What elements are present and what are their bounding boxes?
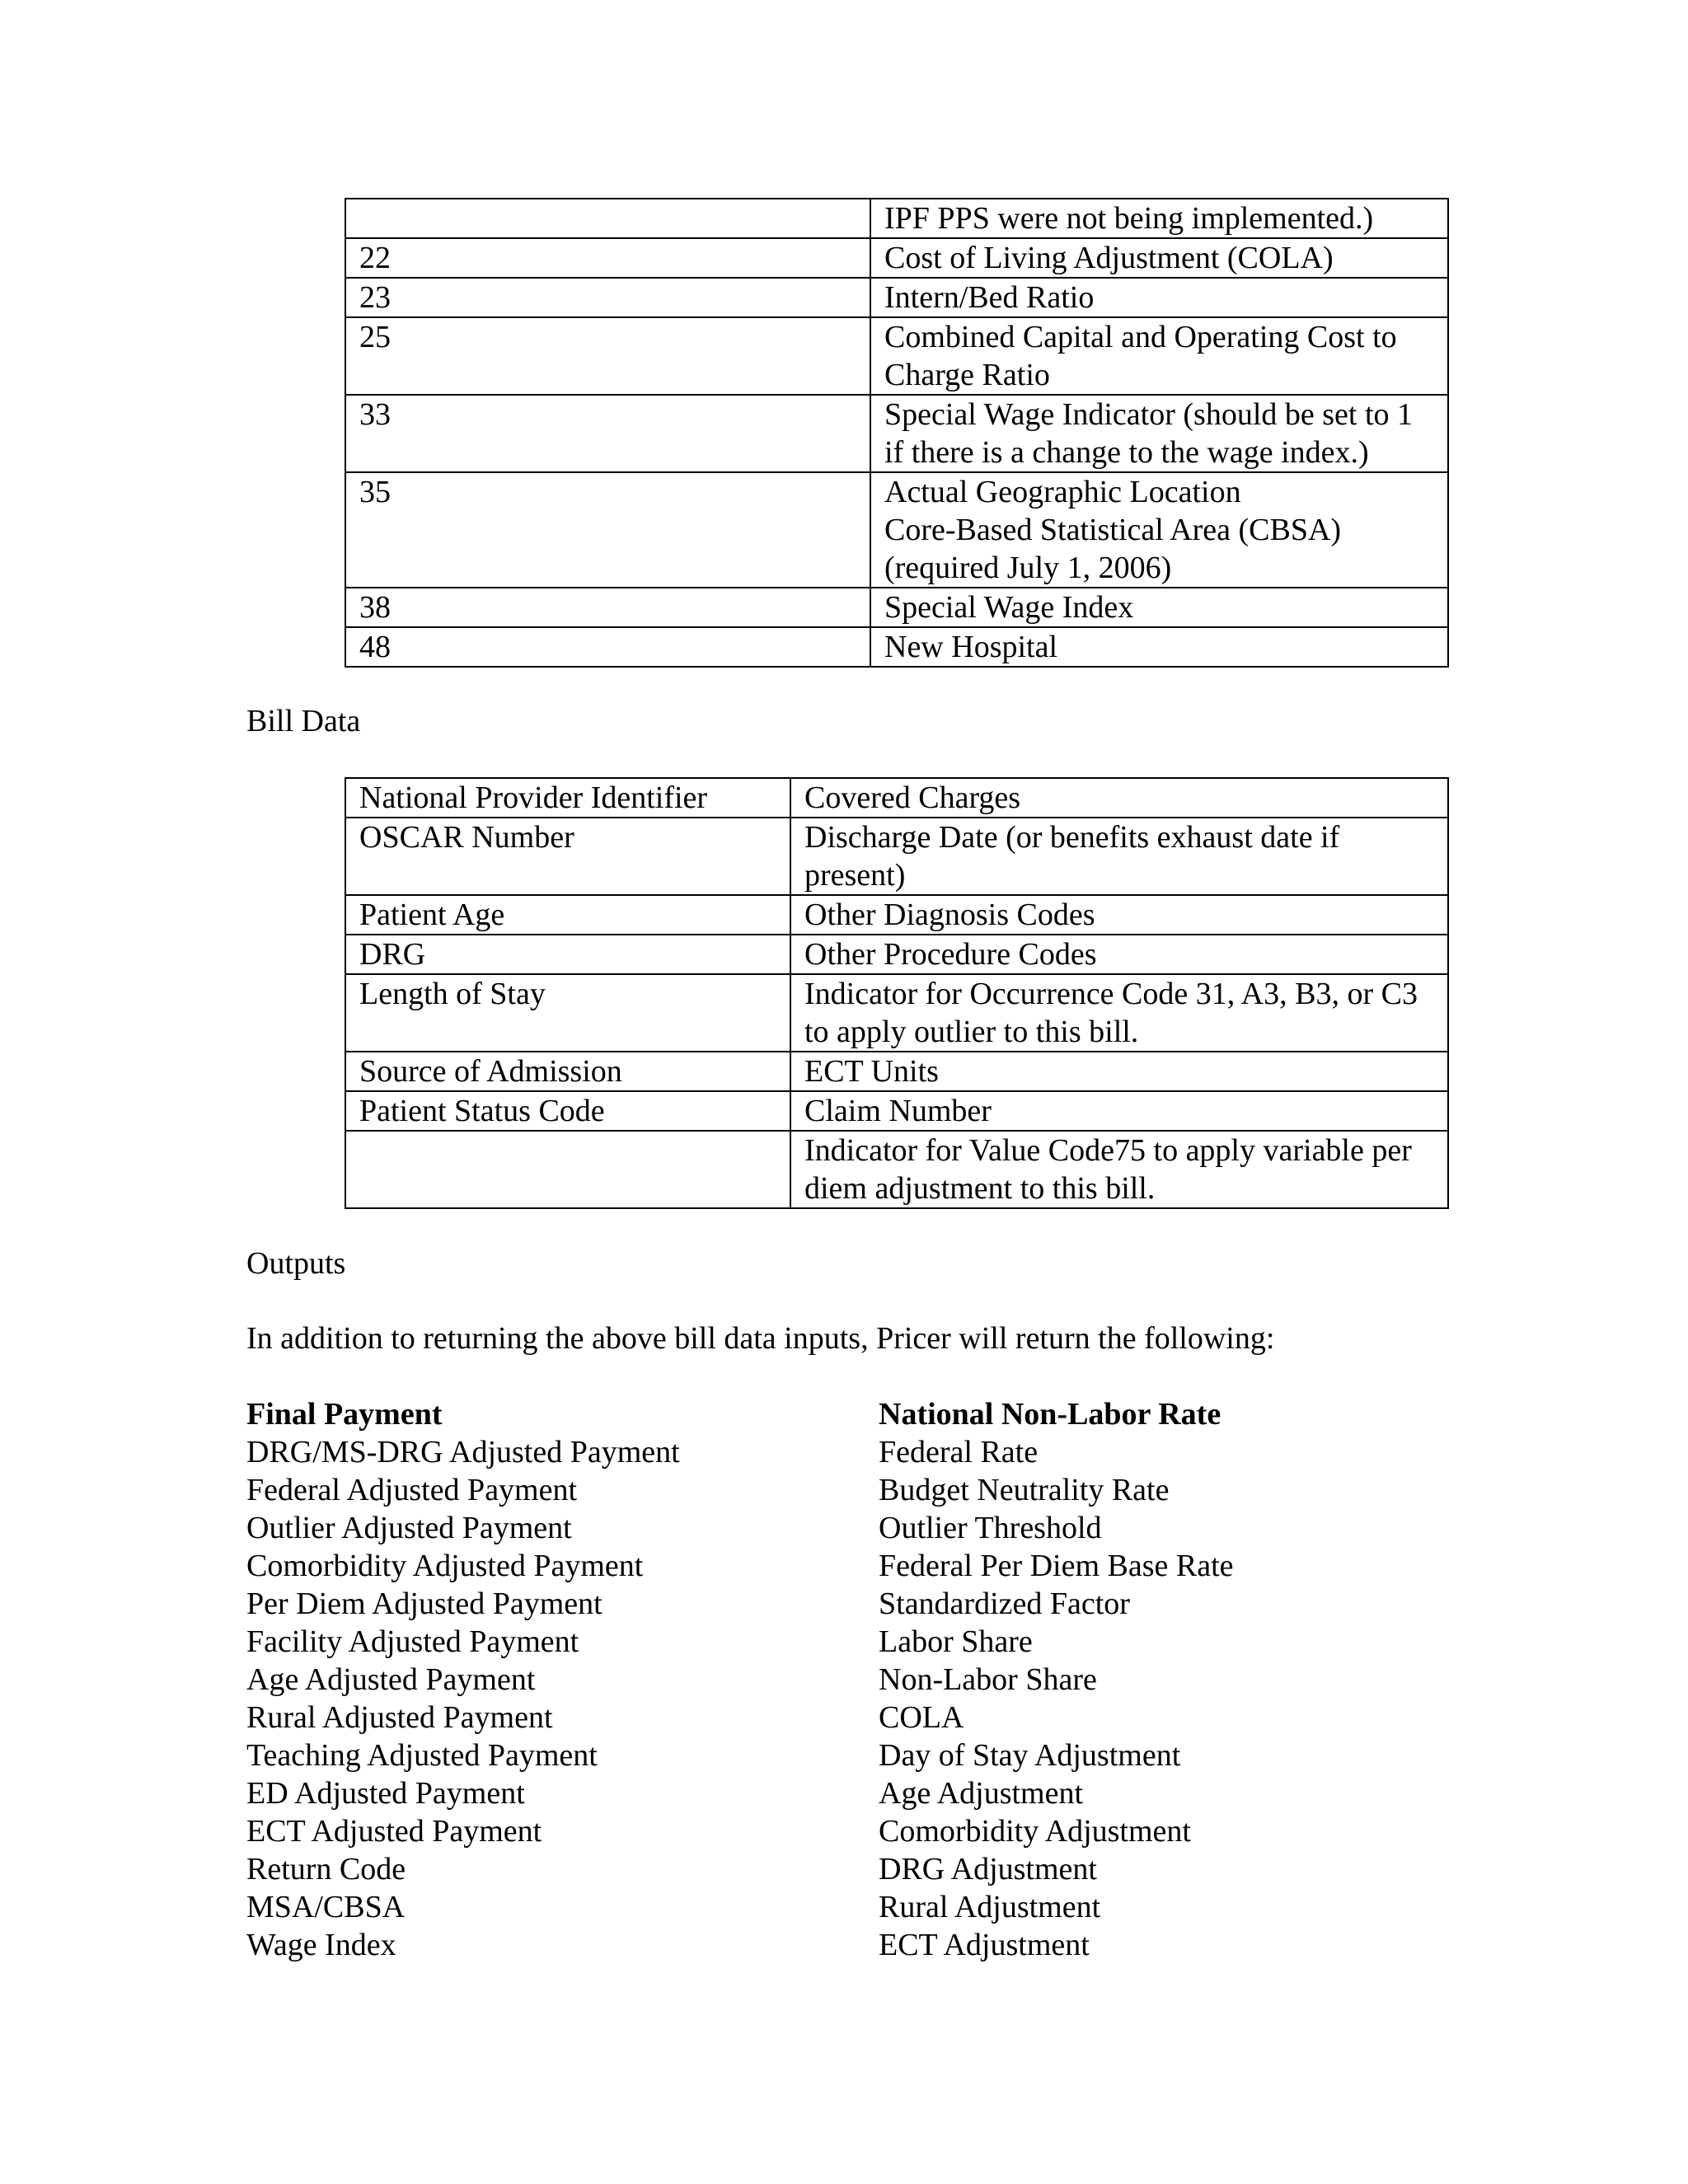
final-payment-item: ED Adjusted Payment (246, 1776, 525, 1811)
national-non-labor-rate-item: Budget Neutrality Rate (879, 1473, 1170, 1507)
bill-field-left-cell: Source of Admission (345, 1052, 790, 1091)
final-payment-item: Per Diem Adjusted Payment (246, 1586, 603, 1621)
field-code-cell: 35 (345, 472, 870, 588)
table-row (345, 627, 1448, 667)
field-code-cell: 33 (345, 395, 870, 472)
field-description-cell: Cost of Living Adjustment (COLA) (870, 238, 1448, 278)
table-row (345, 974, 1448, 1052)
final-payment-item: DRG/MS-DRG Adjusted Payment (246, 1435, 680, 1469)
field-code-cell: 22 (345, 238, 870, 278)
final-payment-item: Teaching Adjusted Payment (246, 1738, 598, 1773)
bill-field-left-cell: Patient Status Code (345, 1091, 790, 1131)
table-row (345, 818, 1448, 895)
final-payment-item: MSA/CBSA (246, 1890, 406, 1924)
field-code-cell: 38 (345, 588, 870, 627)
outputs-heading: Outputs (246, 1246, 346, 1281)
national-non-labor-rate-item: Non-Labor Share (879, 1662, 1097, 1697)
national-non-labor-rate-item: Labor Share (879, 1624, 1033, 1659)
national-non-labor-rate-list (879, 1395, 1489, 1964)
table-row (345, 935, 1448, 974)
bill-field-right-cell: Indicator for Occurrence Code 31, A3, B3, or C3 to apply outlier to this bill. (790, 974, 1448, 1052)
bill-field-right-cell: Discharge Date (or benefits exhaust date if present) (790, 818, 1448, 895)
bill-field-left-cell: Length of Stay (345, 974, 790, 1052)
bill-field-left-cell: Patient Age (345, 895, 790, 935)
bill-field-left-cell: OSCAR Number (345, 818, 790, 895)
bill-field-left-cell: DRG (345, 935, 790, 974)
field-code-cell: 48 (345, 627, 870, 667)
field-code-cell: 25 (345, 317, 870, 395)
final-payment-item: Return Code (246, 1852, 406, 1886)
field-description-cell: New Hospital (870, 627, 1448, 667)
national-non-labor-rate-item: Federal Rate (879, 1435, 1039, 1469)
table-row (345, 472, 1448, 588)
final-payment-item: ECT Adjusted Payment (246, 1814, 542, 1849)
bill-field-right-cell: Claim Number (790, 1091, 1448, 1131)
table-row (345, 1131, 1448, 1208)
final-payment-item: Outlier Adjusted Payment (246, 1511, 572, 1545)
bill-data-table (345, 777, 1449, 1209)
final-payment-item: Facility Adjusted Payment (246, 1624, 579, 1659)
national-non-labor-rate-item: Standardized Factor (879, 1586, 1130, 1621)
field-code-cell: 23 (345, 278, 870, 317)
table-row (345, 778, 1448, 818)
table-row (345, 238, 1448, 278)
field-description-cell: Intern/Bed Ratio (870, 278, 1448, 317)
bill-field-right-cell: Covered Charges (790, 778, 1448, 818)
field-description-cell: Actual Geographic Location Core-Based Statistical Area (CBSA) (required July 1, 2006) (870, 472, 1448, 588)
table-row (345, 1091, 1448, 1131)
bill-field-right-cell: ECT Units (790, 1052, 1448, 1091)
national-non-labor-rate-item: COLA (879, 1700, 964, 1735)
field-description-cell: Special Wage Index (870, 588, 1448, 627)
provider-data-table (345, 198, 1449, 668)
bill-field-left-cell: National Provider Identifier (345, 778, 790, 818)
final-payment-item: Rural Adjusted Payment (246, 1700, 553, 1735)
national-non-labor-rate-item: Age Adjustment (879, 1776, 1084, 1811)
table-row (345, 895, 1448, 935)
national-non-labor-rate-item: ECT Adjustment (879, 1928, 1090, 1962)
field-description-cell: Combined Capital and Operating Cost to Charge Ratio (870, 317, 1448, 395)
table-row (345, 1052, 1448, 1091)
bill-field-right-cell: Other Procedure Codes (790, 935, 1448, 974)
outputs-intro: In addition to returning the above bill data inputs, Pricer will return the following: (246, 1321, 1275, 1356)
bill-field-right-cell: Other Diagnosis Codes (790, 895, 1448, 935)
final-payment-item: Federal Adjusted Payment (246, 1473, 578, 1507)
national-non-labor-rate-title: National Non-Labor Rate (879, 1397, 1221, 1432)
table-row (345, 395, 1448, 472)
field-description-cell: IPF PPS were not being implemented.) (870, 199, 1448, 238)
bill-field-left-cell (345, 1131, 790, 1208)
bill-field-right-cell: Indicator for Value Code75 to apply variable per diem adjustment to this bill. (790, 1131, 1448, 1208)
national-non-labor-rate-item: Day of Stay Adjustment (879, 1738, 1181, 1773)
national-non-labor-rate-item: Rural Adjustment (879, 1890, 1101, 1924)
national-non-labor-rate-item: Federal Per Diem Base Rate (879, 1549, 1234, 1583)
field-description-cell: Special Wage Indicator (should be set to 1 if there is a change to the wage index.) (870, 395, 1448, 472)
final-payment-list (246, 1395, 856, 1964)
national-non-labor-rate-item: Outlier Threshold (879, 1511, 1102, 1545)
bill-data-heading: Bill Data (246, 704, 361, 738)
final-payment-item: Comorbidity Adjusted Payment (246, 1549, 644, 1583)
field-code-cell (345, 199, 870, 238)
final-payment-item: Age Adjusted Payment (246, 1662, 536, 1697)
table-row (345, 199, 1448, 238)
table-row (345, 317, 1448, 395)
table-row (345, 278, 1448, 317)
national-non-labor-rate-item: DRG Adjustment (879, 1852, 1097, 1886)
final-payment-item: Wage Index (246, 1928, 396, 1962)
table-row (345, 588, 1448, 627)
national-non-labor-rate-item: Comorbidity Adjustment (879, 1814, 1191, 1849)
final-payment-title: Final Payment (246, 1397, 443, 1432)
